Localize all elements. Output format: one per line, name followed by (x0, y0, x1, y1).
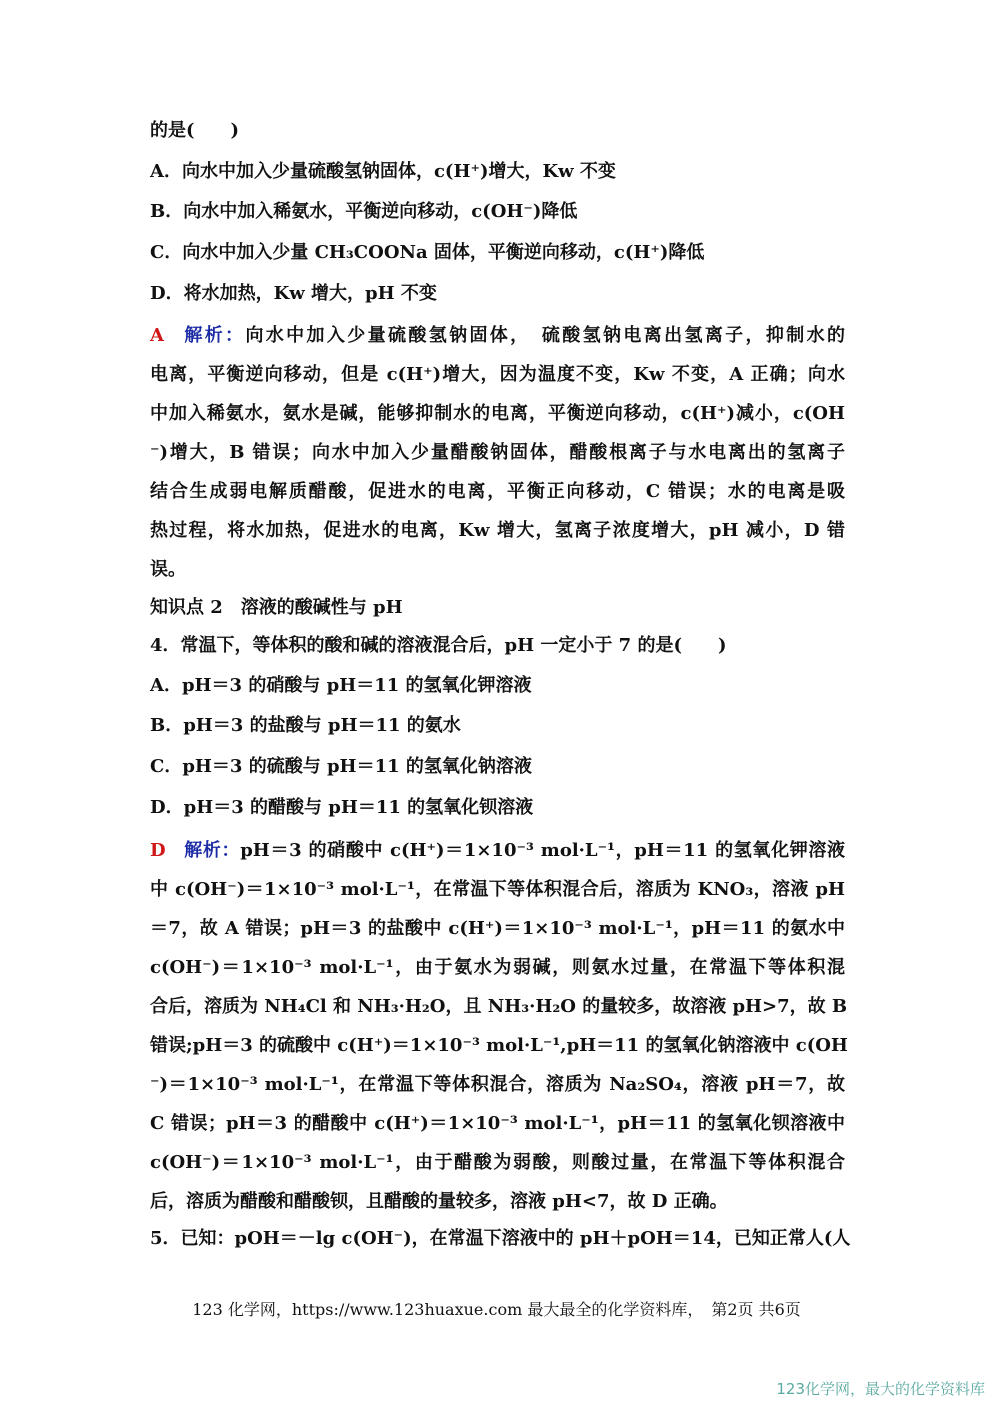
q4-explanation-line: c(OH⁻)＝1×10⁻³ mol·L⁻¹，由于醋酸为弱酸，则酸过量，在常温下等体积混合 (150, 1152, 845, 1173)
q3-explanation-line: 结合生成弱电解质醋酸，促进水的电离，平衡正向移动，C 错误；水的电离是吸 (150, 481, 845, 502)
section-heading: 知识点 2 溶液的酸碱性与 pH (150, 597, 403, 618)
q3-explanation-label: 解析： (181, 325, 246, 346)
q4-explanation-line: 中 c(OH⁻)＝1×10⁻³ mol·L⁻¹，在常温下等体积混合后，溶质为 KNO₃，溶液 pH (150, 879, 845, 900)
q3-option-b: B．向水中加入稀氨水，平衡逆向移动，c(OH⁻)降低 (150, 201, 578, 222)
q3-explanation-line: ⁻)增大，B 错误；向水中加入少量醋酸钠固体，醋酸根离子与水电离出的氢离子 (150, 442, 845, 463)
q3-explanation-line: 电离，平衡逆向移动，但是 c(H⁺)增大，因为温度不变，Kw 不变，A 正确；向水 (150, 364, 845, 385)
q3-explanation-line: 中加入稀氨水，氨水是碱，能够抑制水的电离，平衡逆向移动，c(H⁺)减小，c(OH (150, 403, 845, 424)
q4-explanation-line: C 错误；pH＝3 的醋酸中 c(H⁺)＝1×10⁻³ mol·L⁻¹，pH＝11 的氢氧化钡溶液中 (150, 1113, 845, 1134)
q4-explanation-line: ⁻)＝1×10⁻³ mol·L⁻¹，在常温下等体积混合，溶质为 Na₂SO₄，溶液 pH＝7，故 (150, 1074, 845, 1095)
q4-stem: 4．常温下，等体积的酸和碱的溶液混合后，pH 一定小于 7 的是( ) (150, 635, 727, 656)
site-watermark: 123化学网，最大的化学资料库 (776, 1380, 985, 1398)
q4-explanation-line: ＝7，故 A 错误；pH＝3 的盐酸中 c(H⁺)＝1×10⁻³ mol·L⁻¹，pH＝11 的氨水中 (150, 918, 845, 939)
q3-option-c: C．向水中加入少量 CH₃COONa 固体，平衡逆向移动，c(H⁺)降低 (150, 242, 705, 263)
q4-option-c: C．pH＝3 的硫酸与 pH＝11 的氢氧化钠溶液 (150, 756, 532, 777)
q4-explanation-line: 错误;pH＝3 的硫酸中 c(H⁺)＝1×10⁻³ mol·L⁻¹,pH＝11 的氢氧化钠溶液中 c(OH (150, 1035, 848, 1056)
q4-explanation-line: 后，溶质为醋酸和醋酸钡，且醋酸的量较多，溶液 pH<7，故 D 正确。 (150, 1191, 728, 1212)
q3-option-d: D．将水加热，Kw 增大，pH 不变 (150, 283, 437, 304)
q4-explanation-line: D 解析：pH＝3 的硝酸中 c(H⁺)＝1×10⁻³ mol·L⁻¹，pH＝11 的氢氧化钾溶液 (150, 840, 846, 861)
q4-explanation-line: c(OH⁻)＝1×10⁻³ mol·L⁻¹，由于氨水为弱碱，则氨水过量，在常温下等体积混 (150, 957, 845, 978)
q4-explanation-line: 合后，溶质为 NH₄Cl 和 NH₃·H₂O，且 NH₃·H₂O 的量较多，故溶液 pH>7，故 B (150, 996, 848, 1017)
page-footer: 123 化学网，https://www.123huaxue.com 最大最全的化学资料库， 第2页 共6页 (192, 1300, 801, 1319)
q3-option-a: A．向水中加入少量硫酸氢钠固体，c(H⁺)增大，Kw 不变 (150, 161, 616, 182)
q3-explanation-line: 误。 (150, 559, 186, 580)
q4-option-a: A．pH＝3 的硝酸与 pH＝11 的氢氧化钾溶液 (150, 675, 532, 696)
q3-explanation-line: 热过程，将水加热，促进水的电离，Kw 增大，氢离子浓度增大，pH 减小，D 错 (150, 520, 845, 541)
q3-answer: A (150, 325, 164, 346)
q4-explanation-label: 解析： (183, 840, 241, 861)
q3-explanation-line: A 解析：向水中加入少量硫酸氢钠固体， 硫酸氢钠电离出氢离子，抑制水的 (150, 325, 846, 346)
q4-answer: D (150, 840, 166, 861)
q5-stem: 5．已知：pOH＝－lg c(OH⁻)，在常温下溶液中的 pH＋pOH＝14，已知正常人(人 (150, 1228, 851, 1249)
q4-option-d: D．pH＝3 的醋酸与 pH＝11 的氢氧化钡溶液 (150, 797, 534, 818)
q4-option-b: B．pH＝3 的盐酸与 pH＝11 的氨水 (150, 715, 461, 736)
q3-stem-tail: 的是( ) (150, 120, 240, 141)
